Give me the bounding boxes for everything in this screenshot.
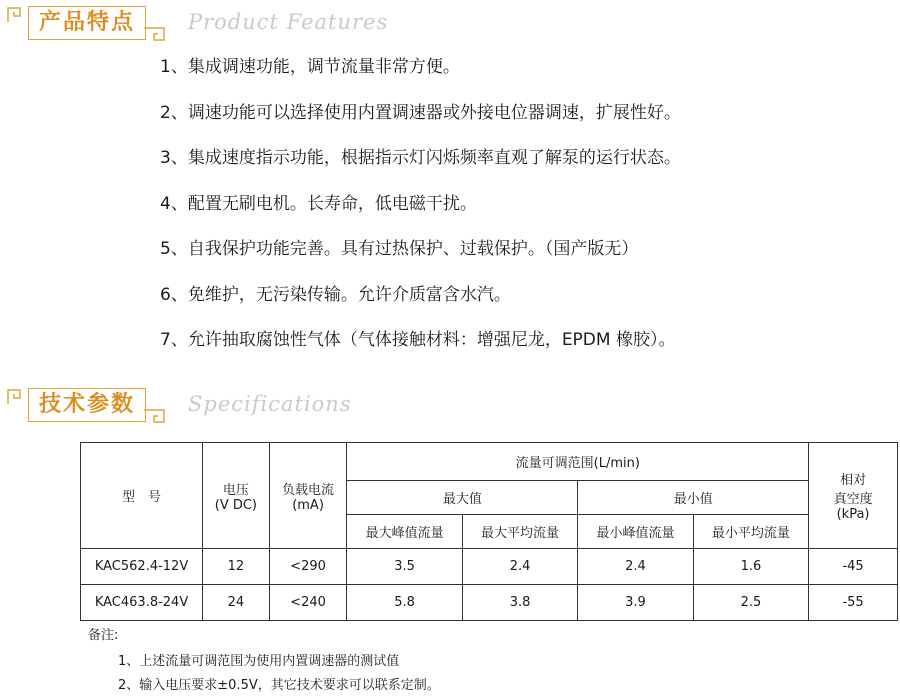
header-current-unit: (mA) [292, 497, 324, 513]
feature-item: 4、配置无刷电机。长寿命，低电磁干扰。 [160, 193, 477, 214]
header-min: 最小值 [578, 481, 809, 515]
header-vacuum [809, 443, 898, 549]
notes-title: 备注: [88, 628, 119, 643]
header-voltage-label: 电压 [222, 482, 249, 498]
feature-item: 2、调速功能可以选择使用内置调速器或外接电位器调速，扩展性好。 [160, 102, 681, 123]
feature-item: 1、集成调速功能，调节流量非常方便。 [160, 57, 460, 77]
cell-min-avg: 2.5 [693, 585, 808, 621]
header-flow-range: 流量可调范围(L/min) [347, 443, 809, 481]
cell-voltage: 12 [203, 549, 270, 585]
cell-voltage: 24 [203, 585, 270, 621]
corner-ornament-icon [142, 24, 172, 44]
header-max: 最大值 [347, 481, 578, 515]
header-model: 型 号 [81, 443, 203, 549]
cell-max-avg: 3.8 [462, 585, 577, 621]
feature-item: 7、允许抽取腐蚀性气体（气体接触材料：增强尼龙，EPDM 橡胶）。 [160, 330, 676, 350]
specs-title-en: Specifications [188, 392, 352, 416]
features-title-en: Product Features [188, 10, 389, 34]
features-section-header [0, 4, 900, 48]
header-current [269, 443, 347, 549]
cell-max-avg: 2.4 [462, 549, 577, 585]
header-voltage-unit: (V DC) [214, 497, 258, 513]
header-max-peak: 最大峰值流量 [347, 515, 462, 549]
specs-section-header [0, 386, 900, 430]
specs-title-cn: 技术参数 [28, 388, 146, 422]
cell-vacuum: -55 [809, 585, 898, 621]
cell-max-peak: 3.5 [347, 549, 462, 585]
header-voltage [203, 443, 270, 549]
table-row [81, 585, 898, 621]
features-title-cn: 产品特点 [28, 6, 146, 40]
cell-model: KAC562.4-12V [81, 549, 203, 585]
feature-item: 5、自我保护功能完善。具有过热保护、过载保护。（国产版无） [160, 239, 639, 259]
cell-model: KAC463.8-24V [81, 585, 203, 621]
header-current-label: 负载电流 [282, 482, 335, 498]
cell-current: <290 [269, 549, 347, 585]
header-min-peak: 最小峰值流量 [578, 515, 693, 549]
header-max-avg: 最大平均流量 [462, 515, 577, 549]
cell-vacuum: -45 [809, 549, 898, 585]
header-vacuum-l3: (kPa) [836, 507, 870, 522]
specs-table [80, 442, 898, 621]
header-min-avg: 最小平均流量 [693, 515, 808, 549]
cell-current: <240 [269, 585, 347, 621]
note-item: 2、输入电压要求±0.5V，其它技术要求可以联系定制。 [118, 678, 440, 693]
header-vacuum-l1: 相对 [840, 473, 867, 488]
cell-min-avg: 1.6 [693, 549, 808, 585]
feature-item: 3、集成速度指示功能，根据指示灯闪烁频率直观了解泵的运行状态。 [160, 148, 681, 168]
cell-min-peak: 2.4 [578, 549, 693, 585]
features-list [160, 52, 681, 371]
notes [88, 626, 440, 698]
corner-ornament-icon [142, 406, 172, 426]
feature-item: 6、免维护，无污染传输。允许介质富含水汽。 [160, 284, 511, 305]
cell-max-peak: 5.8 [347, 585, 462, 621]
note-item: 1、上述流量可调范围为使用内置调速器的测试值 [118, 654, 400, 669]
cell-min-peak: 3.9 [578, 585, 693, 621]
header-vacuum-l2: 真空度 [833, 492, 873, 507]
table-row [81, 549, 898, 585]
